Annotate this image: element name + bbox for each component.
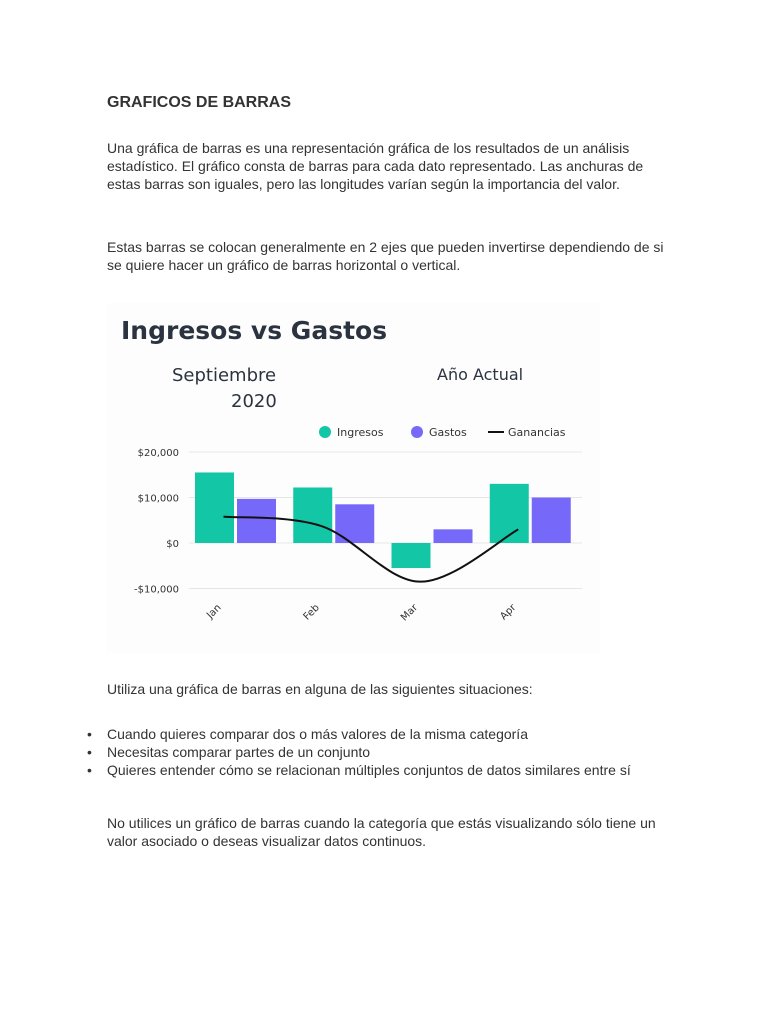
axes-paragraph: Estas barras se colocan generalmente en 2 ejes que pueden invertirse dependiendo de si se quiere hacer un gráfico de barras horizontal o vertical. — [107, 239, 664, 273]
usage-intro-paragraph: Utiliza una gráfica de barras en alguna de las siguientes situaciones: — [107, 681, 533, 697]
y-tick-label: $0 — [166, 539, 179, 550]
x-tick-label: Feb — [301, 602, 322, 623]
legend-swatch-gastos — [411, 426, 423, 438]
bullet-text: Cuando quieres comparar dos o más valores de la misma categoría — [107, 726, 528, 742]
chart-figure — [107, 303, 600, 653]
bar-gastos — [237, 499, 276, 543]
bullet-dot-icon: • — [87, 762, 92, 778]
bullet-dot-icon: • — [87, 726, 92, 742]
chart-title: Ingresos vs Gastos — [121, 316, 388, 345]
y-tick-label: $20,000 — [137, 448, 179, 459]
bullet-text: Necesitas comparar partes de un conjunto — [107, 744, 371, 760]
bar-ingresos — [195, 472, 234, 543]
chart-legend — [319, 426, 566, 439]
intro-paragraph: Una gráfica de barras es una representación gráfica de los resultados de un análisis estadístico. El gráfico consta de barras para cada dato representado. Las anchuras de estas barras son iguales, pero las longitudes varían según la importancia del valor. — [107, 140, 644, 192]
chart-bars — [195, 472, 571, 568]
document-heading: GRAFICOS DE BARRAS — [107, 94, 292, 111]
warning-paragraph: No utilices un gráfico de barras cuando la categoría que estás visualizando sólo tiene un valor asociado o deseas visualizar datos continuos. — [107, 815, 656, 849]
bullet-item — [87, 761, 667, 779]
chart-subtitle-month: Septiembre — [172, 365, 277, 386]
bar-chart — [107, 303, 600, 653]
bar-ingresos — [293, 487, 332, 543]
legend-swatch-ingresos — [319, 426, 331, 438]
chart-x-axis — [204, 602, 519, 624]
bar-gastos — [335, 504, 374, 543]
x-tick-label: Mar — [398, 602, 421, 624]
x-tick-label: Jan — [204, 602, 224, 622]
bullet-dot-icon: • — [87, 744, 92, 760]
chart-y-axis — [134, 448, 179, 596]
y-tick-label: $10,000 — [137, 493, 179, 505]
bar-ingresos — [392, 543, 431, 568]
y-tick-label: -$10,000 — [134, 584, 179, 596]
legend-label-ganancias: Ganancias — [508, 426, 566, 439]
bullet-item — [87, 725, 667, 743]
bar-gastos — [434, 529, 473, 543]
legend-label-ingresos: Ingresos — [337, 426, 384, 439]
chart-subtitle-period: Año Actual — [437, 365, 524, 384]
usage-bullet-list — [87, 725, 667, 779]
x-tick-label: Apr — [498, 602, 519, 623]
bullet-text: Quieres entender cómo se relacionan múltiples conjuntos de datos similares entre sí — [107, 762, 631, 778]
bar-gastos — [532, 498, 571, 544]
bullet-item — [87, 743, 667, 761]
chart-subtitle-year: 2020 — [231, 391, 277, 412]
legend-label-gastos: Gastos — [429, 426, 467, 439]
